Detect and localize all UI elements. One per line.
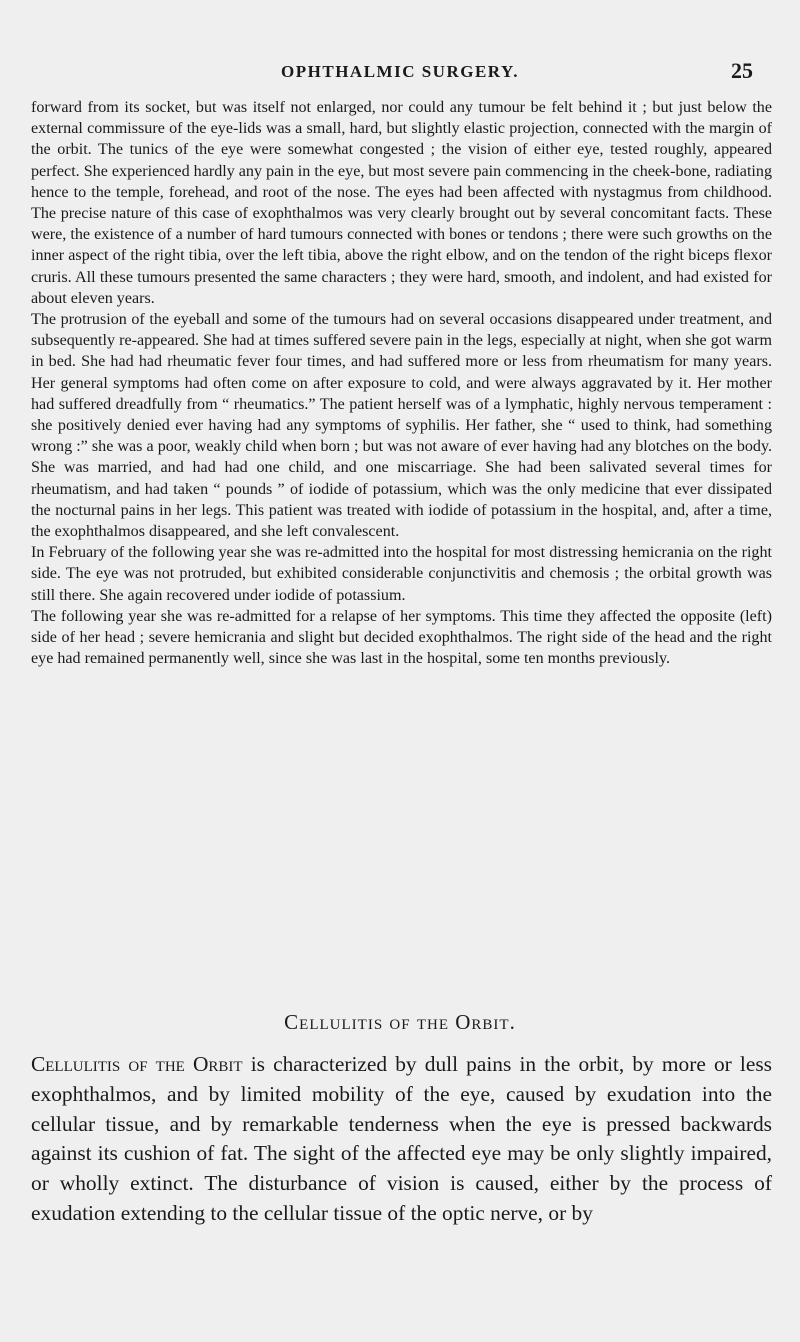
paragraph-readmission: In February of the following year she was re-admitted into the hospital for most distressing hemicrania on the right side. The eye was not protruded, but exhibited considerable conjunctivitis and chemosis ; the orbital growth was still there. She again recovered under iodide of potassium. bbox=[31, 544, 772, 604]
body-text bbox=[31, 97, 772, 669]
running-head bbox=[0, 58, 800, 86]
paragraph-case-description: forward from its socket, but was itself not enlarged, nor could any tumour be felt behind it ; but just below the external commissure of the eye-lids was a small, hard, but slightly elastic projection, connected with the margin of the orbit. The tunics of the eye were somewhat congested ; the vision of either eye, tested roughly, appeared perfect. She experienced hardly any pain in the eye, but most severe pain commencing in the cheek-bone, radiating hence to the temple, forehead, and root of the nose. The eyes had been affected with nystagmus from childhood. The precise nature of this case of exophthalmos was very clearly brought out by several concomitant facts. These were, the existence of a number of hard tumours connected with bones or tendons ; there were such growths on the inner aspect of the right tibia, over the left tibia, above the right elbow, and on the tendon of the right biceps flexor cruris. All these tumours presented the same characters ; they were hard, smooth, and indolent, and had existed for about eleven years. bbox=[31, 99, 772, 307]
section-text: is characterized by dull pains in the orbit, by more or less exophthalmos, and by limited mobility of the eye, caused by exudation into the cellular tissue, and by remarkable tenderness when the eye is pressed backwards against its cushion of fat. The sight of the affected eye may be only slightly impaired, or wholly extinct. The disturbance of vision is caused, either by the process of exudation extending to the cellular tissue of the optic nerve, or by bbox=[31, 1052, 772, 1225]
page-number: 25 bbox=[731, 58, 753, 83]
running-title: OPHTHALMIC SURGERY. bbox=[281, 62, 519, 81]
section-heading: Cellulitis of the Orbit. bbox=[284, 1010, 516, 1034]
paragraph-relapse: The following year she was re-admitted for a relapse of her symptoms. This time they affected the opposite (left) side of her head ; severe hemicrania and slight but decided exophthalmos. The right side of the head and the right eye had remained permanently well, since she was last in the hospital, some ten months previously. bbox=[31, 607, 772, 668]
section-paragraph bbox=[31, 1050, 772, 1229]
section-lead-in: Cellulitis of the Orbit bbox=[31, 1052, 243, 1076]
paragraph-history: The protrusion of the eyeball and some of the tumours had on several occasions disappeared under treatment, and subsequently re-appeared. She had at times suffered severe pain in the legs, especially at night, when she got warm in bed. She had had rheumatic fever four times, and had suffered more or less from rheumatism for many years. Her general symptoms had often come on after exposure to cold, and were always aggravated by it. Her mother had suffered dreadfully from “ rheumatics.” The patient herself was of a lymphatic, highly nervous temperament : she positively denied ever having had any symptoms of syphilis. Her father, she “ used to think, had something wrong :” she was a poor, weakly child when born ; but was not aware of ever having had any blotches on the body. She was married, and had had one child, and one miscarriage. She had been salivated several times for rheumatism, and had taken “ pounds ” of iodide of potassium, which was the only medicine that ever dissipated the nocturnal pains in her legs. This patient was treated with iodide of potassium in the hospital, and, after a time, the exophthalmos disappeared, and she left convalescent. bbox=[31, 311, 772, 541]
